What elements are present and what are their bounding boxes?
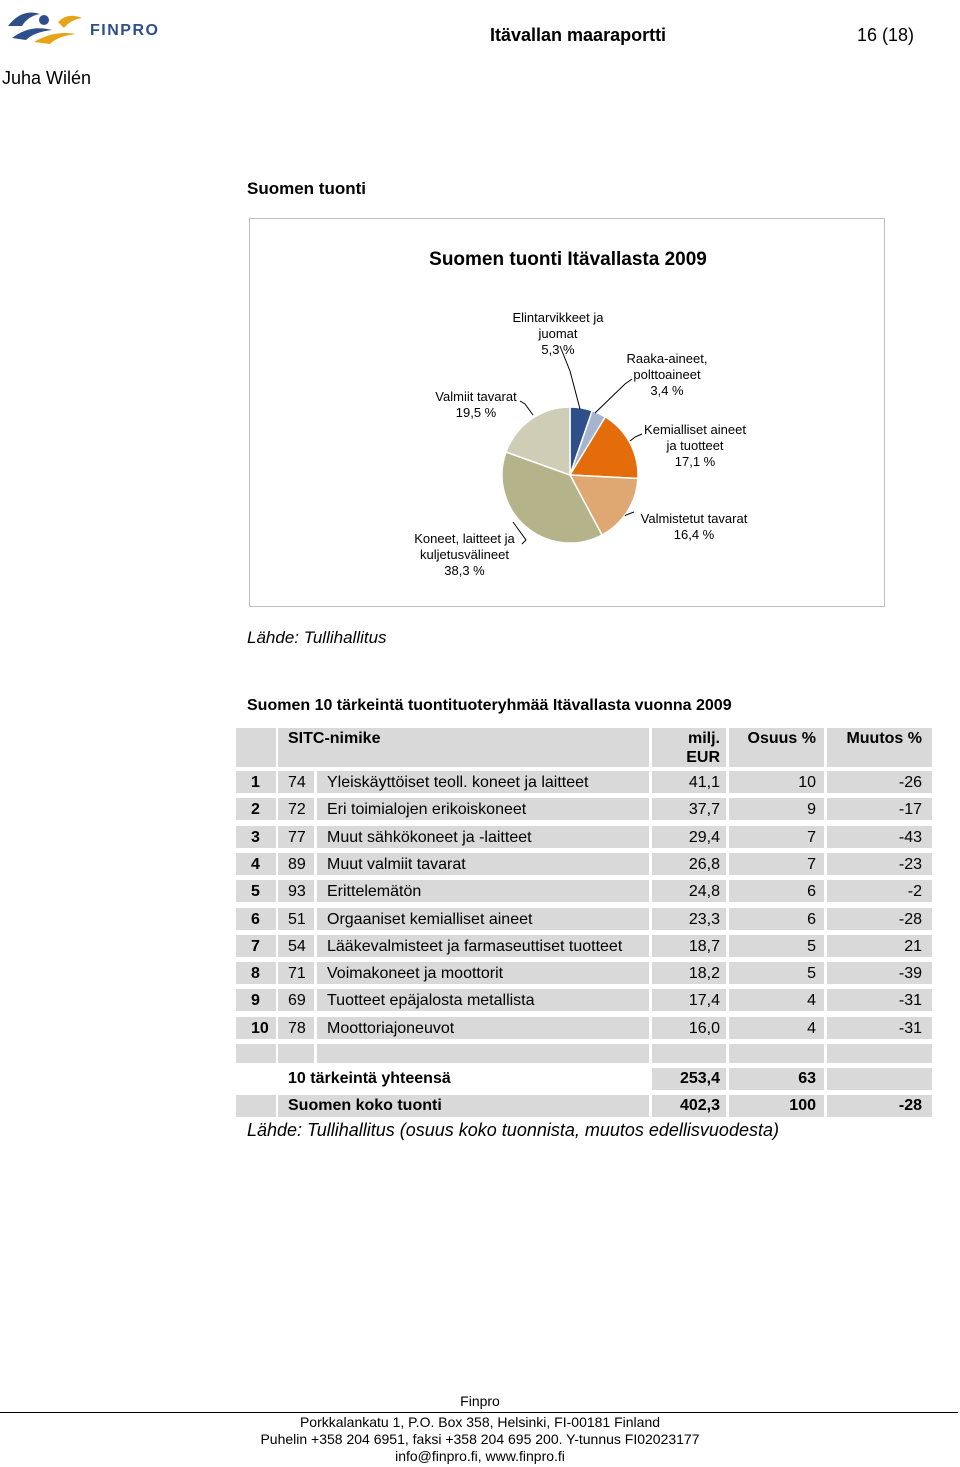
row-share: 7 xyxy=(729,826,824,848)
row-value: 18,2 xyxy=(652,962,726,984)
footer-divider xyxy=(0,1412,958,1413)
row-rank: 7 xyxy=(236,935,276,957)
empty-row-cell xyxy=(317,1044,649,1063)
pie-label-food: Elintarvikkeet ja juomat 5,3 % xyxy=(512,310,604,357)
row-change: -43 xyxy=(827,826,932,848)
empty-row-cell xyxy=(652,1044,726,1063)
row-rank: 3 xyxy=(236,826,276,848)
chart-title: Suomen tuonti Itävallasta 2009 xyxy=(429,249,707,270)
table-header-rank xyxy=(236,728,276,767)
row-value: 37,7 xyxy=(652,798,726,820)
page-header xyxy=(0,0,960,100)
empty-row-cell xyxy=(729,1044,824,1063)
row-rank: 8 xyxy=(236,962,276,984)
logo-wordmark: FINPRO xyxy=(90,22,160,39)
pie-label-chem: Kemialliset aineet ja tuotteet 17,1 % xyxy=(644,422,746,469)
row-sitc-code: 77 xyxy=(278,826,314,848)
row-change: -39 xyxy=(827,962,932,984)
row-name: Muut valmiit tavarat xyxy=(317,853,649,875)
row-rank: 9 xyxy=(236,989,276,1011)
row-rank: 2 xyxy=(236,798,276,820)
footer-address: Porkkalankatu 1, P.O. Box 358, Helsinki, FI-00181 Finland xyxy=(299,1414,661,1430)
table-header-change: Muutos % xyxy=(827,728,932,767)
row-sitc-code: 93 xyxy=(278,880,314,902)
total-top10-change xyxy=(827,1068,932,1090)
row-change: 21 xyxy=(827,935,932,957)
row-sitc-code: 78 xyxy=(278,1017,314,1039)
row-rank: 5 xyxy=(236,880,276,902)
table-header-sitc: SITC-nimike xyxy=(278,728,649,767)
empty-row-cell xyxy=(236,1044,276,1063)
row-share: 5 xyxy=(729,962,824,984)
row-share: 4 xyxy=(729,1017,824,1039)
row-share: 6 xyxy=(729,880,824,902)
row-name: Erittelemätön xyxy=(317,880,649,902)
pie-label-finished: Valmiit tavarat 19,5 % xyxy=(435,389,517,420)
row-name: Eri toimialojen erikoiskoneet xyxy=(317,798,649,820)
row-value: 24,8 xyxy=(652,880,726,902)
row-value: 26,8 xyxy=(652,853,726,875)
row-sitc-code: 51 xyxy=(278,908,314,930)
empty-row-cell xyxy=(827,1044,932,1063)
page-footer xyxy=(0,1393,960,1465)
row-change: -31 xyxy=(827,989,932,1011)
row-change: -31 xyxy=(827,1017,932,1039)
total-top10-value: 253,4 xyxy=(652,1068,726,1090)
row-value: 29,4 xyxy=(652,826,726,848)
table-source: Lähde: Tullihallitus (osuus koko tuonnista, muutos edellisvuodesta) xyxy=(247,1120,779,1140)
footer-org: Finpro xyxy=(460,1393,500,1409)
row-name: Moottoriajoneuvot xyxy=(317,1017,649,1039)
total-all-label: Suomen koko tuonti xyxy=(278,1095,649,1117)
total-all-rank xyxy=(236,1095,276,1117)
row-name: Voimakoneet ja moottorit xyxy=(317,962,649,984)
footer-phone: Puhelin +358 204 6951, faksi +358 204 695 200. Y-tunnus FI02023177 xyxy=(260,1431,700,1447)
table-header-value xyxy=(652,728,726,767)
author-name: Juha Wilén xyxy=(2,68,92,88)
pie-label-raw: Raaka-aineet, polttoaineet 3,4 % xyxy=(626,351,708,398)
row-sitc-code: 74 xyxy=(278,771,314,793)
row-sitc-code: 72 xyxy=(278,798,314,820)
row-name: Orgaaniset kemialliset aineet xyxy=(317,908,649,930)
row-sitc-code: 69 xyxy=(278,989,314,1011)
total-top10-label: 10 tärkeintä yhteensä xyxy=(288,1070,451,1087)
total-all-change: -28 xyxy=(827,1095,932,1117)
row-change: -26 xyxy=(827,771,932,793)
table-header-value-line2: EUR xyxy=(686,749,720,766)
pie-label-manuf: Valmistetut tavarat 16,4 % xyxy=(640,511,748,542)
row-rank: 10 xyxy=(236,1017,276,1039)
pie-chart-svg xyxy=(250,219,886,608)
row-sitc-code: 89 xyxy=(278,853,314,875)
row-value: 18,7 xyxy=(652,935,726,957)
table-title: Suomen 10 tärkeintä tuontituoteryhmää Itävallasta vuonna 2009 xyxy=(247,697,732,714)
row-change: -17 xyxy=(827,798,932,820)
row-value: 16,0 xyxy=(652,1017,726,1039)
footer-web: info@finpro.fi, www.finpro.fi xyxy=(395,1448,565,1464)
page-number: 16 (18) xyxy=(857,25,915,45)
empty-row-cell xyxy=(278,1044,314,1063)
row-share: 9 xyxy=(729,798,824,820)
row-value: 23,3 xyxy=(652,908,726,930)
row-value: 17,4 xyxy=(652,989,726,1011)
row-change: -28 xyxy=(827,908,932,930)
row-rank: 4 xyxy=(236,853,276,875)
row-rank: 1 xyxy=(236,771,276,793)
row-share: 5 xyxy=(729,935,824,957)
total-top10-share: 63 xyxy=(729,1068,824,1090)
row-change: -2 xyxy=(827,880,932,902)
document-title: Itävallan maaraportti xyxy=(490,25,667,45)
row-sitc-code: 54 xyxy=(278,935,314,957)
row-rank: 6 xyxy=(236,908,276,930)
chart-source: Lähde: Tullihallitus xyxy=(247,628,387,647)
row-name: Tuotteet epäjalosta metallista xyxy=(317,989,649,1011)
row-name: Yleiskäyttöiset teoll. koneet ja laitteet xyxy=(317,771,649,793)
row-change: -23 xyxy=(827,853,932,875)
row-share: 10 xyxy=(729,771,824,793)
row-name: Muut sähkökoneet ja -laitteet xyxy=(317,826,649,848)
row-share: 7 xyxy=(729,853,824,875)
row-share: 6 xyxy=(729,908,824,930)
table-header-share: Osuus % xyxy=(729,728,824,767)
total-all-share: 100 xyxy=(729,1095,824,1117)
row-value: 41,1 xyxy=(652,771,726,793)
row-share: 4 xyxy=(729,989,824,1011)
table-header-value-line1: milj. xyxy=(687,730,720,747)
pie-label-mach: Koneet, laitteet ja kuljetusvälineet 38,3 % xyxy=(414,531,515,578)
pie-chart xyxy=(249,218,885,607)
row-name: Lääkevalmisteet ja farmaseuttiset tuotteet xyxy=(317,935,649,957)
row-sitc-code: 71 xyxy=(278,962,314,984)
total-all-value: 402,3 xyxy=(652,1095,726,1117)
section-title: Suomen tuonti xyxy=(247,179,366,198)
